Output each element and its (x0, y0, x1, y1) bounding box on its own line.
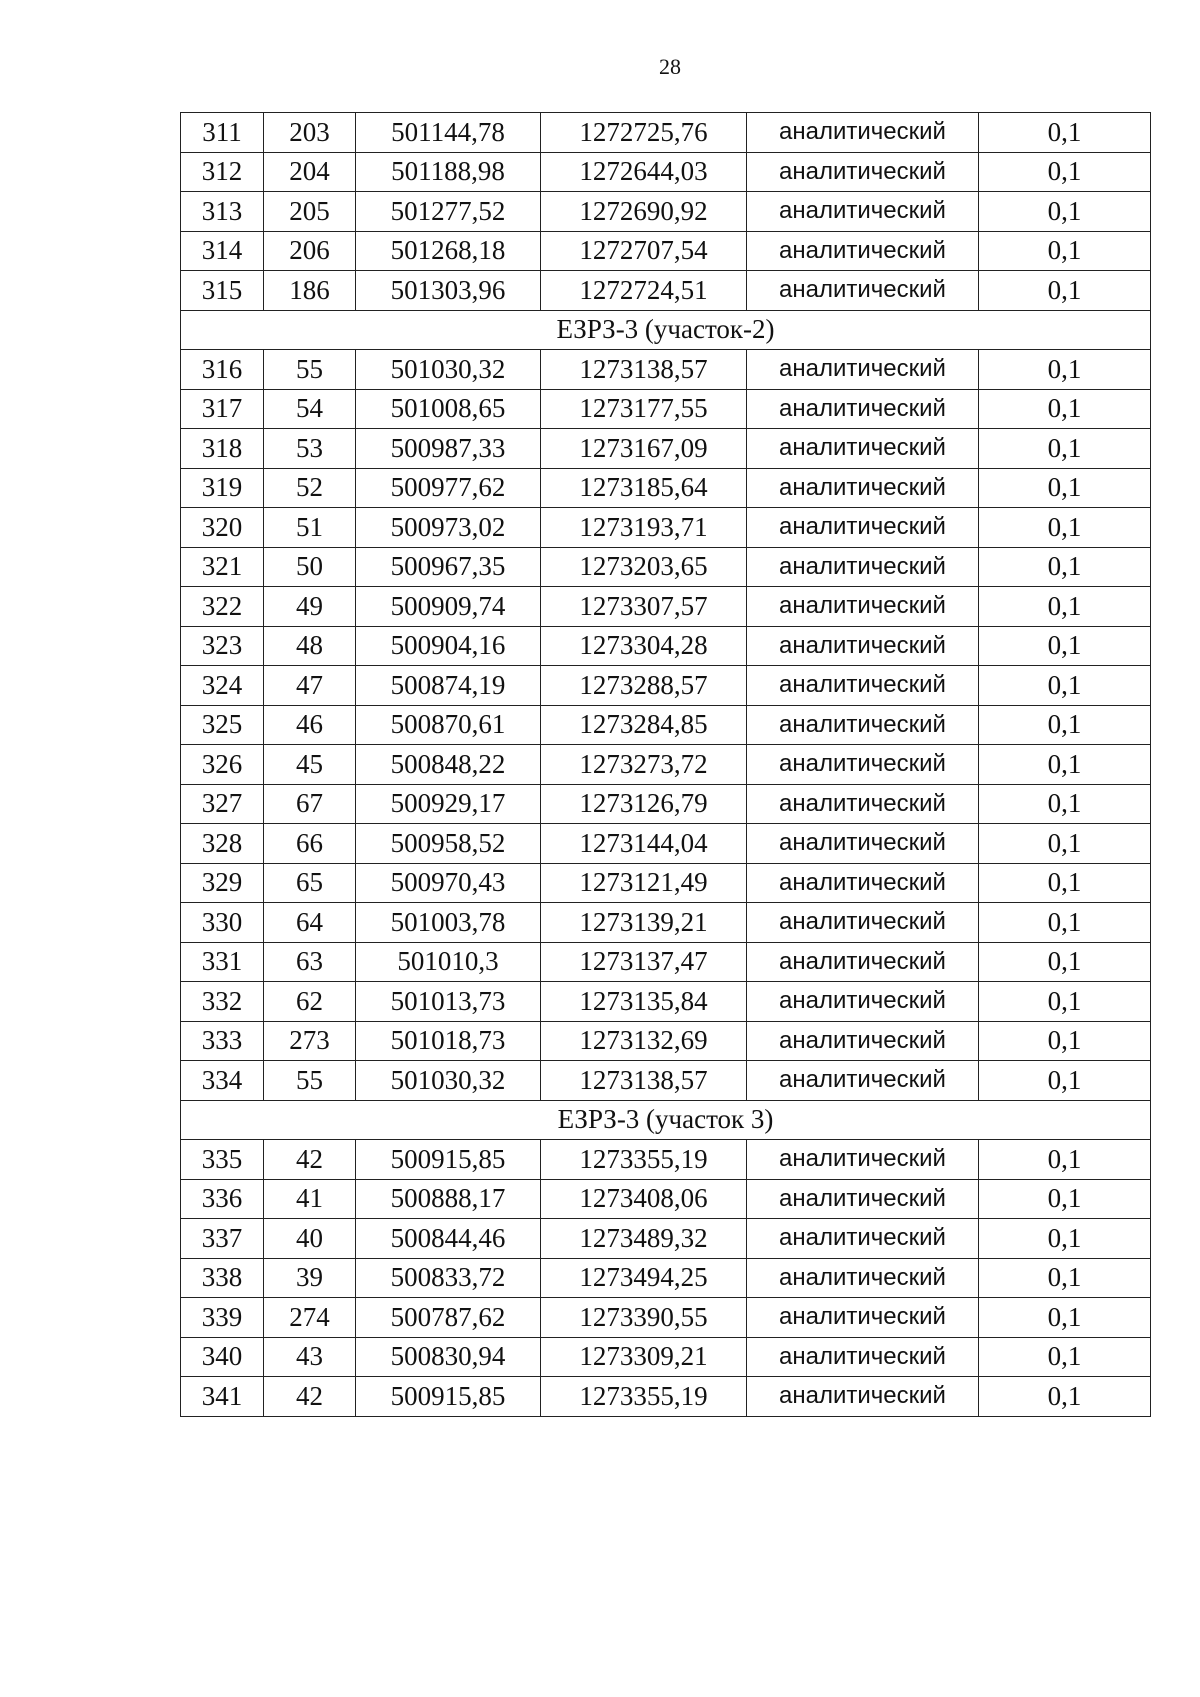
accuracy-cell: 0,1 (979, 152, 1151, 192)
x-coordinate-cell: 500970,43 (356, 863, 541, 903)
y-coordinate-cell: 1273144,04 (541, 824, 747, 864)
point-number-cell: 39 (264, 1258, 356, 1298)
method-cell: аналитический (747, 547, 979, 587)
table-row (181, 468, 1151, 508)
row-number-cell: 330 (181, 903, 264, 943)
method-cell: аналитический (747, 231, 979, 271)
row-number-cell: 329 (181, 863, 264, 903)
y-coordinate-cell: 1273137,47 (541, 942, 747, 982)
y-coordinate-cell: 1273304,28 (541, 626, 747, 666)
x-coordinate-cell: 500958,52 (356, 824, 541, 864)
y-coordinate-cell: 1273177,55 (541, 389, 747, 429)
method-cell: аналитический (747, 1179, 979, 1219)
table-row (181, 192, 1151, 232)
point-number-cell: 42 (264, 1140, 356, 1180)
accuracy-cell: 0,1 (979, 468, 1151, 508)
y-coordinate-cell: 1273139,21 (541, 903, 747, 943)
method-cell: аналитический (747, 1219, 979, 1259)
y-coordinate-cell: 1273355,19 (541, 1140, 747, 1180)
method-cell: аналитический (747, 587, 979, 627)
method-cell: аналитический (747, 1140, 979, 1180)
x-coordinate-cell: 500977,62 (356, 468, 541, 508)
point-number-cell: 41 (264, 1179, 356, 1219)
point-number-cell: 43 (264, 1337, 356, 1377)
method-cell: аналитический (747, 271, 979, 311)
y-coordinate-cell: 1273135,84 (541, 982, 747, 1022)
accuracy-cell: 0,1 (979, 508, 1151, 548)
coordinates-table (180, 112, 1151, 1417)
x-coordinate-cell: 500844,46 (356, 1219, 541, 1259)
y-coordinate-cell: 1273288,57 (541, 666, 747, 706)
x-coordinate-cell: 500848,22 (356, 745, 541, 785)
row-number-cell: 338 (181, 1258, 264, 1298)
row-number-cell: 321 (181, 547, 264, 587)
point-number-cell: 49 (264, 587, 356, 627)
y-coordinate-cell: 1273126,79 (541, 784, 747, 824)
row-number-cell: 318 (181, 429, 264, 469)
method-cell: аналитический (747, 429, 979, 469)
point-number-cell: 273 (264, 1021, 356, 1061)
method-cell: аналитический (747, 863, 979, 903)
point-number-cell: 67 (264, 784, 356, 824)
accuracy-cell: 0,1 (979, 824, 1151, 864)
point-number-cell: 50 (264, 547, 356, 587)
row-number-cell: 324 (181, 666, 264, 706)
method-cell: аналитический (747, 468, 979, 508)
method-cell: аналитический (747, 1337, 979, 1377)
accuracy-cell: 0,1 (979, 1061, 1151, 1101)
accuracy-cell: 0,1 (979, 231, 1151, 271)
method-cell: аналитический (747, 982, 979, 1022)
accuracy-cell: 0,1 (979, 1140, 1151, 1180)
row-number-cell: 325 (181, 705, 264, 745)
row-number-cell: 332 (181, 982, 264, 1022)
table-row (181, 903, 1151, 943)
accuracy-cell: 0,1 (979, 429, 1151, 469)
method-cell: аналитический (747, 784, 979, 824)
table-row (181, 429, 1151, 469)
table-row (181, 824, 1151, 864)
y-coordinate-cell: 1273309,21 (541, 1337, 747, 1377)
point-number-cell: 274 (264, 1298, 356, 1338)
table-row (181, 113, 1151, 153)
accuracy-cell: 0,1 (979, 1337, 1151, 1377)
x-coordinate-cell: 501268,18 (356, 231, 541, 271)
point-number-cell: 62 (264, 982, 356, 1022)
y-coordinate-cell: 1273193,71 (541, 508, 747, 548)
point-number-cell: 42 (264, 1377, 356, 1417)
y-coordinate-cell: 1272644,03 (541, 152, 747, 192)
method-cell: аналитический (747, 903, 979, 943)
accuracy-cell: 0,1 (979, 666, 1151, 706)
table-row (181, 982, 1151, 1022)
table-row (181, 587, 1151, 627)
row-number-cell: 314 (181, 231, 264, 271)
y-coordinate-cell: 1272724,51 (541, 271, 747, 311)
method-cell: аналитический (747, 389, 979, 429)
row-number-cell: 311 (181, 113, 264, 153)
y-coordinate-cell: 1273273,72 (541, 745, 747, 785)
y-coordinate-cell: 1273355,19 (541, 1377, 747, 1417)
method-cell: аналитический (747, 508, 979, 548)
point-number-cell: 66 (264, 824, 356, 864)
point-number-cell: 45 (264, 745, 356, 785)
x-coordinate-cell: 501303,96 (356, 271, 541, 311)
accuracy-cell: 0,1 (979, 1258, 1151, 1298)
point-number-cell: 51 (264, 508, 356, 548)
x-coordinate-cell: 501018,73 (356, 1021, 541, 1061)
x-coordinate-cell: 500915,85 (356, 1140, 541, 1180)
table-row (181, 1298, 1151, 1338)
row-number-cell: 319 (181, 468, 264, 508)
table-row (181, 626, 1151, 666)
point-number-cell: 206 (264, 231, 356, 271)
y-coordinate-cell: 1272725,76 (541, 113, 747, 153)
table-row (181, 152, 1151, 192)
coordinates-table-body (181, 113, 1151, 1417)
accuracy-cell: 0,1 (979, 587, 1151, 627)
table-row (181, 1179, 1151, 1219)
point-number-cell: 55 (264, 350, 356, 390)
table-row (181, 705, 1151, 745)
accuracy-cell: 0,1 (979, 1377, 1151, 1417)
row-number-cell: 337 (181, 1219, 264, 1259)
accuracy-cell: 0,1 (979, 942, 1151, 982)
accuracy-cell: 0,1 (979, 745, 1151, 785)
x-coordinate-cell: 501010,3 (356, 942, 541, 982)
row-number-cell: 312 (181, 152, 264, 192)
x-coordinate-cell: 501003,78 (356, 903, 541, 943)
point-number-cell: 48 (264, 626, 356, 666)
x-coordinate-cell: 500973,02 (356, 508, 541, 548)
point-number-cell: 203 (264, 113, 356, 153)
y-coordinate-cell: 1272690,92 (541, 192, 747, 232)
row-number-cell: 331 (181, 942, 264, 982)
table-row (181, 231, 1151, 271)
table-row (181, 1140, 1151, 1180)
table-row (181, 271, 1151, 311)
section-header-row (181, 310, 1151, 350)
point-number-cell: 54 (264, 389, 356, 429)
x-coordinate-cell: 501013,73 (356, 982, 541, 1022)
method-cell: аналитический (747, 1298, 979, 1338)
y-coordinate-cell: 1273138,57 (541, 1061, 747, 1101)
table-row (181, 1258, 1151, 1298)
y-coordinate-cell: 1272707,54 (541, 231, 747, 271)
x-coordinate-cell: 500987,33 (356, 429, 541, 469)
accuracy-cell: 0,1 (979, 350, 1151, 390)
y-coordinate-cell: 1273390,55 (541, 1298, 747, 1338)
y-coordinate-cell: 1273121,49 (541, 863, 747, 903)
point-number-cell: 52 (264, 468, 356, 508)
row-number-cell: 313 (181, 192, 264, 232)
accuracy-cell: 0,1 (979, 389, 1151, 429)
x-coordinate-cell: 500833,72 (356, 1258, 541, 1298)
x-coordinate-cell: 500830,94 (356, 1337, 541, 1377)
point-number-cell: 186 (264, 271, 356, 311)
x-coordinate-cell: 500874,19 (356, 666, 541, 706)
section-header-row (181, 1100, 1151, 1140)
accuracy-cell: 0,1 (979, 1021, 1151, 1061)
method-cell: аналитический (747, 350, 979, 390)
y-coordinate-cell: 1273203,65 (541, 547, 747, 587)
accuracy-cell: 0,1 (979, 192, 1151, 232)
x-coordinate-cell: 500888,17 (356, 1179, 541, 1219)
point-number-cell: 53 (264, 429, 356, 469)
x-coordinate-cell: 501030,32 (356, 350, 541, 390)
y-coordinate-cell: 1273408,06 (541, 1179, 747, 1219)
accuracy-cell: 0,1 (979, 271, 1151, 311)
accuracy-cell: 0,1 (979, 113, 1151, 153)
table-row (181, 1021, 1151, 1061)
table-row (181, 350, 1151, 390)
table-row (181, 389, 1151, 429)
accuracy-cell: 0,1 (979, 903, 1151, 943)
accuracy-cell: 0,1 (979, 863, 1151, 903)
row-number-cell: 328 (181, 824, 264, 864)
row-number-cell: 316 (181, 350, 264, 390)
row-number-cell: 341 (181, 1377, 264, 1417)
accuracy-cell: 0,1 (979, 1298, 1151, 1338)
x-coordinate-cell: 500929,17 (356, 784, 541, 824)
table-row (181, 1377, 1151, 1417)
table-row (181, 1061, 1151, 1101)
point-number-cell: 205 (264, 192, 356, 232)
method-cell: аналитический (747, 1021, 979, 1061)
y-coordinate-cell: 1273489,32 (541, 1219, 747, 1259)
section-title: ЕЗРЗ-3 (участок 3) (181, 1100, 1151, 1140)
method-cell: аналитический (747, 942, 979, 982)
y-coordinate-cell: 1273307,57 (541, 587, 747, 627)
point-number-cell: 40 (264, 1219, 356, 1259)
table-row (181, 863, 1151, 903)
row-number-cell: 336 (181, 1179, 264, 1219)
accuracy-cell: 0,1 (979, 1179, 1151, 1219)
x-coordinate-cell: 500787,62 (356, 1298, 541, 1338)
row-number-cell: 315 (181, 271, 264, 311)
y-coordinate-cell: 1273167,09 (541, 429, 747, 469)
table-row (181, 547, 1151, 587)
page-number: 28 (659, 54, 681, 79)
table-row (181, 508, 1151, 548)
accuracy-cell: 0,1 (979, 705, 1151, 745)
accuracy-cell: 0,1 (979, 784, 1151, 824)
table-row (181, 666, 1151, 706)
section-title: ЕЗРЗ-3 (участок-2) (181, 310, 1151, 350)
row-number-cell: 317 (181, 389, 264, 429)
method-cell: аналитический (747, 666, 979, 706)
row-number-cell: 320 (181, 508, 264, 548)
row-number-cell: 340 (181, 1337, 264, 1377)
accuracy-cell: 0,1 (979, 547, 1151, 587)
y-coordinate-cell: 1273284,85 (541, 705, 747, 745)
table-row (181, 745, 1151, 785)
method-cell: аналитический (747, 1258, 979, 1298)
x-coordinate-cell: 500870,61 (356, 705, 541, 745)
method-cell: аналитический (747, 626, 979, 666)
x-coordinate-cell: 500904,16 (356, 626, 541, 666)
table-row (181, 942, 1151, 982)
y-coordinate-cell: 1273138,57 (541, 350, 747, 390)
point-number-cell: 46 (264, 705, 356, 745)
method-cell: аналитический (747, 152, 979, 192)
x-coordinate-cell: 500967,35 (356, 547, 541, 587)
method-cell: аналитический (747, 705, 979, 745)
row-number-cell: 323 (181, 626, 264, 666)
x-coordinate-cell: 500915,85 (356, 1377, 541, 1417)
x-coordinate-cell: 501030,32 (356, 1061, 541, 1101)
x-coordinate-cell: 501277,52 (356, 192, 541, 232)
point-number-cell: 63 (264, 942, 356, 982)
x-coordinate-cell: 501008,65 (356, 389, 541, 429)
point-number-cell: 55 (264, 1061, 356, 1101)
row-number-cell: 326 (181, 745, 264, 785)
x-coordinate-cell: 501188,98 (356, 152, 541, 192)
row-number-cell: 339 (181, 1298, 264, 1338)
point-number-cell: 64 (264, 903, 356, 943)
row-number-cell: 335 (181, 1140, 264, 1180)
table-row (181, 1219, 1151, 1259)
method-cell: аналитический (747, 745, 979, 785)
accuracy-cell: 0,1 (979, 1219, 1151, 1259)
table-row (181, 784, 1151, 824)
x-coordinate-cell: 501144,78 (356, 113, 541, 153)
row-number-cell: 334 (181, 1061, 264, 1101)
method-cell: аналитический (747, 824, 979, 864)
point-number-cell: 65 (264, 863, 356, 903)
point-number-cell: 204 (264, 152, 356, 192)
method-cell: аналитический (747, 113, 979, 153)
method-cell: аналитический (747, 1061, 979, 1101)
x-coordinate-cell: 500909,74 (356, 587, 541, 627)
row-number-cell: 333 (181, 1021, 264, 1061)
y-coordinate-cell: 1273494,25 (541, 1258, 747, 1298)
accuracy-cell: 0,1 (979, 626, 1151, 666)
y-coordinate-cell: 1273185,64 (541, 468, 747, 508)
row-number-cell: 327 (181, 784, 264, 824)
accuracy-cell: 0,1 (979, 982, 1151, 1022)
point-number-cell: 47 (264, 666, 356, 706)
method-cell: аналитический (747, 1377, 979, 1417)
y-coordinate-cell: 1273132,69 (541, 1021, 747, 1061)
row-number-cell: 322 (181, 587, 264, 627)
table-row (181, 1337, 1151, 1377)
method-cell: аналитический (747, 192, 979, 232)
